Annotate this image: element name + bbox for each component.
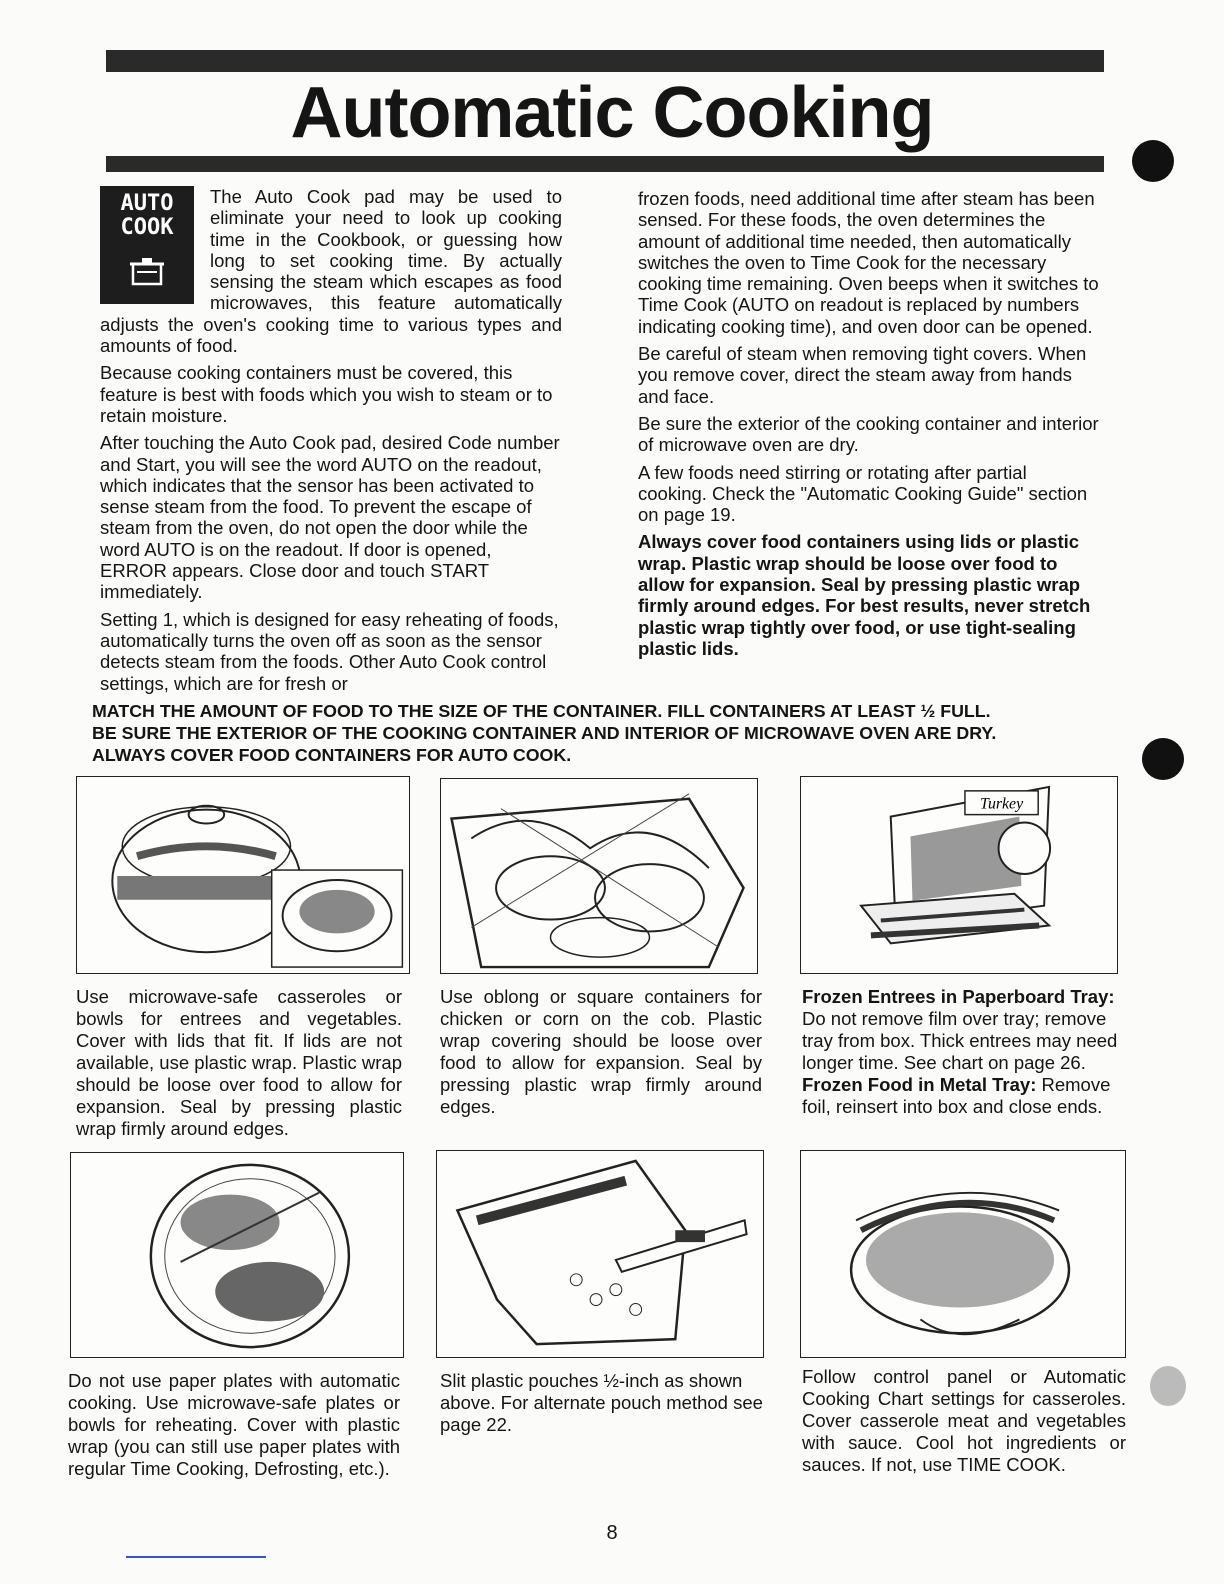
notice-line-1: MATCH THE AMOUNT OF FOOD TO THE SIZE OF THE CONTAINER. FILL CONTAINERS AT LEAST ½ FULL.	[92, 701, 991, 721]
metal-tray-text: Remove foil, reinsert into box and close ends.	[802, 1074, 1111, 1117]
box-brand: Turkey	[980, 795, 1024, 813]
salad-casserole-illustration	[800, 1150, 1126, 1358]
entree-box-drawing	[801, 777, 1117, 973]
casserole-caption: Use microwave-safe casseroles or bowls for entrees and vegetables. Cover with lids that fit. If lids are not available, use plastic wrap. Plastic wrap should be loose over food to allow for expansion. Seal by pressing plastic wrap firmly around edges.	[76, 986, 402, 1139]
notice-block	[92, 700, 1122, 766]
frozen-entree-illustration	[800, 776, 1118, 974]
pouch-drawing	[437, 1151, 763, 1357]
dry-container-paragraph: Be sure the exterior of the cooking container and interior of microwave oven are dry.	[638, 412, 1099, 456]
page-number: 8	[606, 1522, 618, 1544]
covered-containers-paragraph: Because cooking containers must be covered, this feature is best with foods which you wish to steam or to retain moisture.	[100, 362, 553, 426]
pouch-caption: Slit plastic pouches ½-inch as shown above. For alternate pouch method see page 22.	[440, 1370, 763, 1435]
plate-illustration	[70, 1152, 404, 1358]
steam-caution-paragraph: Be careful of steam when removing tight covers. When you remove cover, direct the steam away from hands and face.	[638, 343, 1087, 407]
binder-hole-middle	[1142, 738, 1184, 780]
salad-caption: Follow control panel or Automatic Cooking Chart settings for casseroles. Cover casserole meat and vegetables with sauce. Cool hot ingredients or sauces. If not, use TIME COOK.	[802, 1366, 1126, 1475]
plate-drawing	[71, 1153, 403, 1357]
casserole-drawing	[77, 777, 409, 973]
notice-line-2: BE SURE THE EXTERIOR OF THE COOKING CONTAINER AND INTERIOR OF MICROWAVE OVEN ARE DRY.	[92, 723, 997, 743]
paperboard-tray-heading: Frozen Entrees in Paperboard Tray:	[802, 986, 1115, 1007]
setting-one-paragraph: Setting 1, which is designed for easy reheating of foods, automatically turns the oven off as soon as the sensor detects steam from the foods. Other Auto Cook control settings, which are for fresh or	[100, 608, 559, 694]
chicken-drawing	[441, 779, 757, 973]
metal-tray-heading: Frozen Food in Metal Tray:	[802, 1074, 1037, 1095]
paperboard-tray-text: Do not remove film over tray; remove tray from box. Thick entrees may need longer time. See chart on page 26.	[802, 1008, 1118, 1073]
binder-hole-top	[1132, 140, 1174, 182]
stirring-paragraph: A few foods need stirring or rotating after partial cooking. Check the "Automatic Cooking Guide" section on page 19.	[638, 461, 1088, 526]
plate-caption: Do not use paper plates with automatic cooking. Use microwave-safe plates or bowls for reheating. Cover with plastic wrap (you can still use paper plates with regular Time Cooking, Defrosting, etc.).	[68, 1370, 400, 1479]
time-cook-paragraph: frozen foods, need additional time after steam has been sensed. For these foods, the oven determines the amount of additional time needed, then automatically switches the oven to Time Cook for the necessary cooking time remaining. Oven beeps when it switches to Time Cook (AUTO on readout is replaced by numbers indicating cooking time), and oven door can be opened.	[638, 188, 1099, 337]
badge-line-2: COOK	[120, 215, 174, 240]
salad-drawing	[801, 1151, 1125, 1357]
casserole-illustration	[76, 776, 410, 974]
auto-readout-paragraph: After touching the Auto Cook pad, desired Code number and Start, you will see the word AUTO on the readout, which indicates that the sensor has been activated to sense steam from the food. To prevent the escape of steam from the oven, do not open the door while the word AUTO is on the readout. If door is opened, ERROR appears. Close door and touch START immediately.	[100, 432, 560, 603]
cooking-pot-icon	[127, 254, 167, 290]
pouch-illustration	[436, 1150, 764, 1358]
frozen-entree-caption	[802, 986, 1124, 1118]
header-rule-top	[106, 50, 1104, 72]
left-column	[100, 186, 562, 700]
header-rule-bottom	[106, 156, 1104, 172]
cover-containers-paragraph: Always cover food containers using lids or plastic wrap. Plastic wrap should be loose over food to allow for expansion. Seal by pressing plastic wrap firmly around edges. For best results, never stretch plastic wrap tightly over food, or use tight-sealing plastic lids.	[638, 531, 1091, 659]
auto-cook-badge	[100, 186, 194, 304]
badge-line-1: AUTO	[120, 191, 174, 216]
chicken-illustration	[440, 778, 758, 974]
notice-line-3: ALWAYS COVER FOOD CONTAINERS FOR AUTO COOK.	[92, 745, 572, 765]
intro-paragraph: The Auto Cook pad may be used to eliminate your need to look up cooking time in the Cookbook, or guessing how long to set cooking time. By actually sensing the steam which escapes as food microwaves, this feature automatically adjusts the oven's cooking time to various types and amounts of food.	[100, 186, 562, 357]
footer-line	[126, 1556, 266, 1558]
page-title: Automatic Cooking	[290, 73, 934, 153]
chicken-caption: Use oblong or square containers for chicken or corn on the cob. Plastic wrap covering should be loose over food to allow for expansion. Seal by pressing plastic wrap firmly around edges.	[440, 986, 762, 1117]
binder-hole-bottom	[1150, 1366, 1186, 1406]
right-column	[638, 188, 1100, 665]
